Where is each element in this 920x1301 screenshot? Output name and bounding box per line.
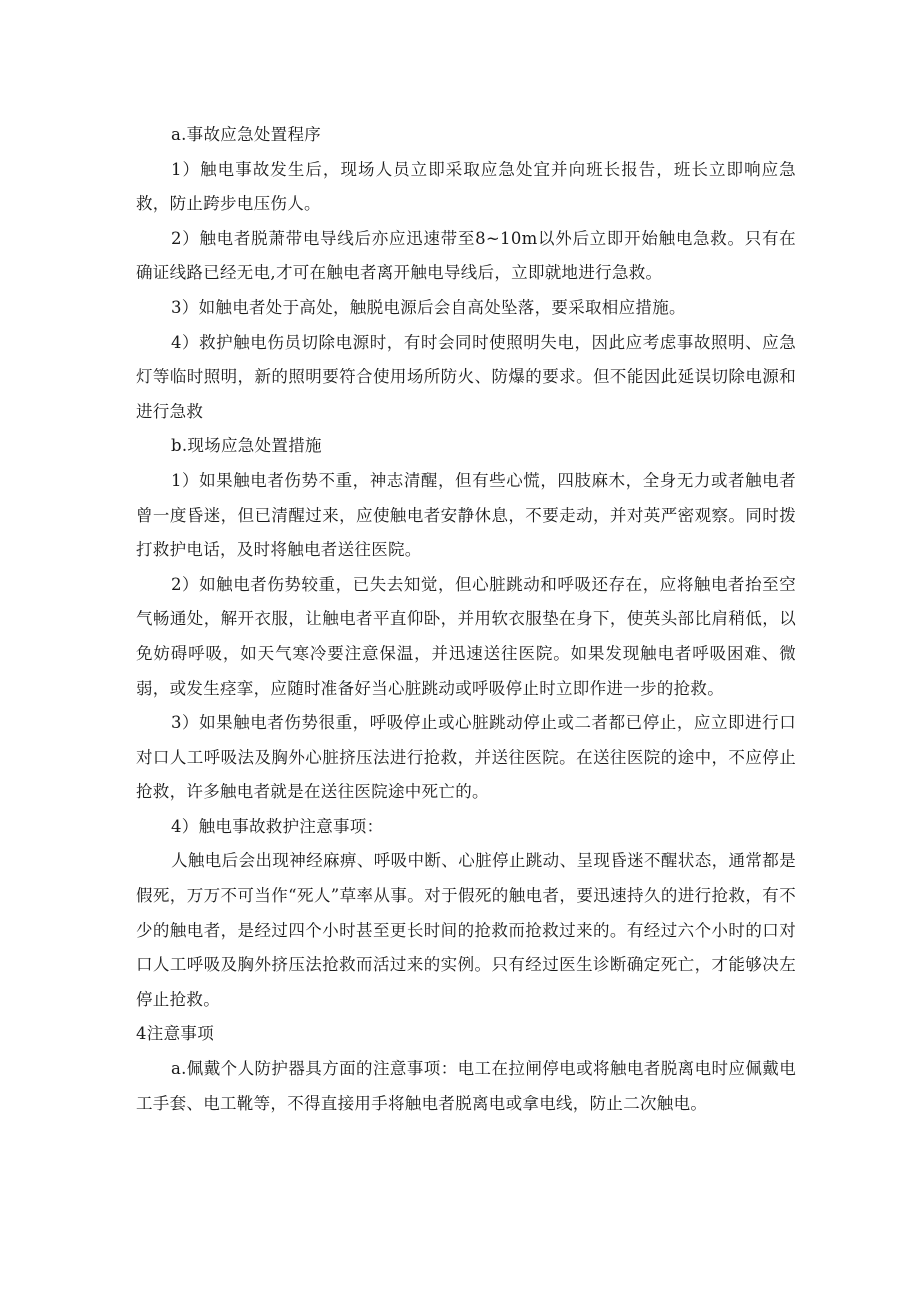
paragraph-procedure-step-2: 2）触电者脱萧带电导线后亦应迅速带至8~10m以外后立即开始触电急救。只有在确证线路已经无电,才可在触电者离开触电导线后，立即就地进行急救。 bbox=[136, 228, 796, 283]
paragraph-procedure-step-1: 1）触电事故发生后，现场人员立即采取应急处宜并向班长报告，班长立即响应急救，防止跨步电压伤人。 bbox=[136, 159, 796, 214]
section-heading-precautions: 4注意事项 bbox=[136, 1024, 214, 1044]
paragraph-measure-1: 1）如果触电者伤势不重，神志清醒，但有些心慌，四肢麻木，全身无力或者触电者曾一度昏迷，但已清醒过来，应使触电者安静休息，不要走动，并对英严密观察。同时拨打救护电话，及时将触电者送往医院。 bbox=[136, 470, 796, 560]
paragraph-procedure-step-3: 3）如触电者处于高处，触脱电源后会自高处坠落，要采取相应措施。 bbox=[171, 297, 686, 317]
paragraph-measure-3: 3）如果触电者伤势很重，呼吸停止或心脏跳动停止或二者都已停止，应立即进行口对口人工呼吸法及胸外心脏挤压法进行抢救，并送往医院。在送往医院的途中，不应停止抢救，许多触电者就是在送往医院途中死亡的。 bbox=[136, 713, 796, 802]
paragraph-measure-4-title: 4）触电事故救护注意事项： bbox=[171, 816, 384, 836]
paragraph-measure-4-body: 人触电后会出现神经麻痹、呼吸中断、心脏停止跳动、呈现昏迷不醒状态，通常都是假死，万万不可当作“死人”草率从事。对于假死的触电者，要迅速持久的进行抢救，有不少的触电者，是经过四个小时甚至更长时间的抢救而抢救过来的。有经过六个小时的口对口人工呼吸及胸外挤压法抢救而活过来的实例。只有经过医生诊断确定死亡，才能够决左停止抢救。 bbox=[136, 851, 796, 1009]
paragraph-precaution-a: a.佩戴个人防护器具方面的注意事项：电工在拉闸停电或将触电者脱离电时应佩戴电工手套、电工靴等，不得直接用手将触电者脱离电或拿电线，防止二次触电。 bbox=[136, 1059, 796, 1113]
paragraph-measure-2: 2）如触电者伤势较重，已失去知觉，但心脏跳动和呼吸还存在，应将触电者抬至空气畅通处，解开衣服，让触电者平直仰卧，并用软衣服垫在身下，使英头部比肩稍低，以免妨碍呼吸，如天气寒冷要注意保温，并迅速送往医院。如果发现触电者呼吸困难、微弱，或发生痉挛，应随时准备好当心脏跳动或呼吸停止时立即作进一步的抢救。 bbox=[136, 574, 796, 698]
paragraph-procedure-step-4: 4）救护触电伤员切除电源时，有时会同时使照明失电，因此应考虑事故照明、应急灯等临时照明，新的照明要符合使用场所防火、防爆的要求。但不能因此延误切除电源和进行急救 bbox=[136, 332, 796, 421]
heading-emergency-procedure: a.事故应急处置程序 bbox=[171, 125, 322, 144]
document-body bbox=[136, 118, 796, 1121]
heading-onsite-measures: b.现场应急处置措施 bbox=[171, 436, 322, 456]
